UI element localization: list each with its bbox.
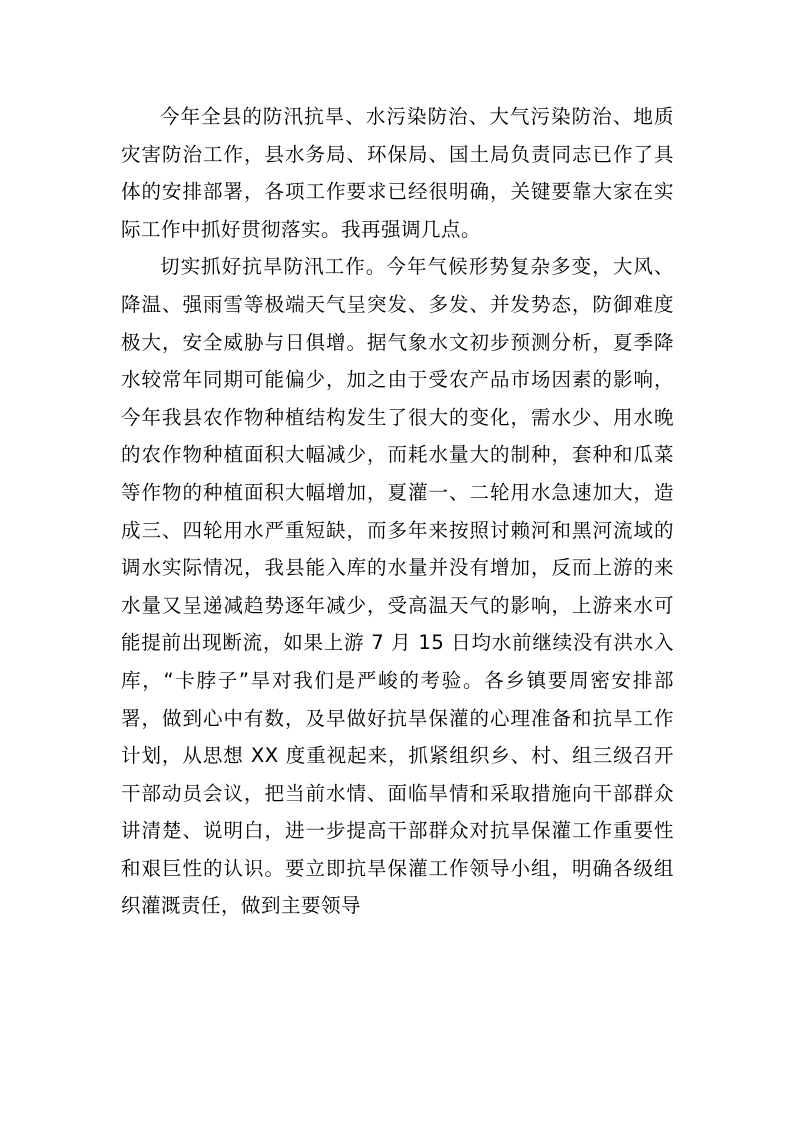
paragraph-2: 切实抓好抗旱防汛工作。今年气候形势复杂多变，大风、降温、强雨雪等极端天气呈突发、多发、并发势态，防御难度极大，安全威胁与日俱增。据气象水文初步预测分析，夏季降水较常年同期可能偏少，加之由于受农产品市场因素的影响，今年我县农作物种植结构发生了很大的变化，需水少、用水晚的农作物种植面积大幅减少，而耗水量大的制种，套种和瓜菜等作物的种植面积大幅增加，夏灌一、二轮用水急速加大，造成三、四轮用水严重短缺，而多年来按照讨赖河和黑河流域的调水实际情况，我县能入库的水量并没有增加，反而上游的来水量又呈递减趋势逐年减少，受高温天气的影响，上游来水可能提前出现断流，如果上游 7 月 15 日均水前继续没有洪水入库，“卡脖子”旱对我们是严峻的考验。各乡镇要周密安排部署，做到心中有数，及早做好抗旱保灌的心理准备和抗旱工作计划，从思想 XX 度重视起来，抓紧组织乡、村、组三级召开干部动员会议，把当前水情、面临旱情和采取措施向干部群众讲清楚、说明白，进一步提高干部群众对抗旱保灌工作重要性和艰巨性的认识。要立即抗旱保灌工作领导小组，明确各级组织灌溉责任，做到主要领导 (121, 255, 674, 918)
paragraph-1: 今年全县的防汛抗旱、水污染防治、大气污染防治、地质灾害防治工作，县水务局、环保局、国土局负责同志已作了具体的安排部署，各项工作要求已经很明确，关键要靠大家在实际工作中抓好贯彻落实。我再强调几点。 (121, 105, 674, 241)
document-body (121, 98, 674, 925)
